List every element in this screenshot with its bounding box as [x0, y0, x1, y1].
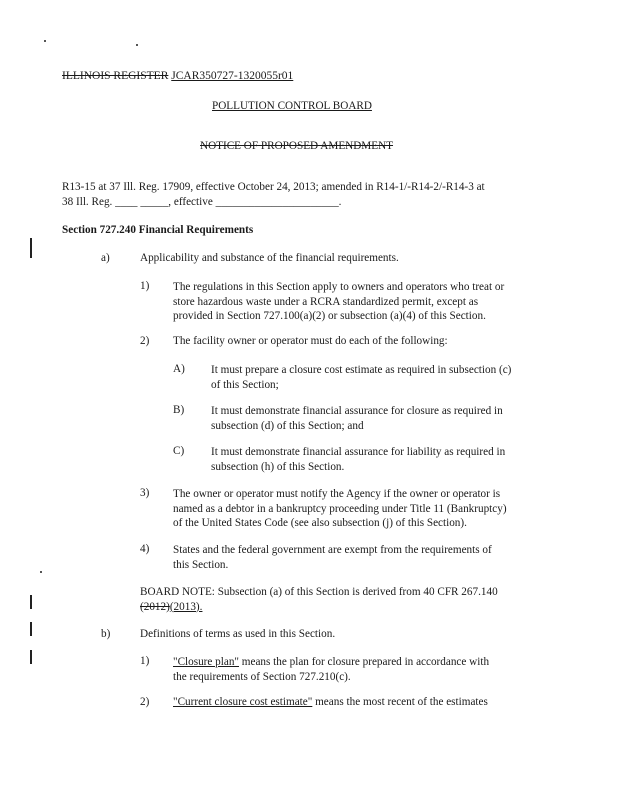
- citation-line-2: 38 Ill. Reg. ____ _____, effective ______________________.: [62, 196, 342, 208]
- source-citation: [62, 180, 485, 210]
- item-b1-label: 1): [140, 655, 150, 667]
- item-a4-label: 4): [140, 543, 150, 555]
- notice-title: NOTICE OF PROPOSED AMENDMENT: [200, 140, 394, 152]
- item-aB-text: It must demonstrate financial assurance for closure as required in subsection (d) of this Section; and: [211, 405, 503, 432]
- item-a2-label: 2): [140, 335, 150, 347]
- change-bar: [30, 622, 32, 636]
- item-b-text: Definitions of terms as used in this Section.: [140, 628, 336, 640]
- change-bar: [30, 595, 32, 609]
- register-header: [62, 70, 293, 82]
- register-code: JCAR350727-1320055r01: [171, 70, 294, 82]
- item-a3-text: The owner or operator must notify the Agency if the owner or operator is named as a debtor in a bankruptcy proceeding under Title 11 (Bankruptcy) of the United States Code (see also subsection (j) of this Section).: [173, 488, 507, 529]
- item-a-text: Applicability and substance of the financial requirements.: [140, 252, 399, 264]
- item-a3-label: 3): [140, 487, 150, 499]
- item-a4-text: States and the federal government are exempt from the requirements of this Section.: [173, 544, 492, 571]
- board-title: POLLUTION CONTROL BOARD: [212, 100, 372, 112]
- board-note: BOARD NOTE: Subsection (a) of this Section is derived from 40 CFR 267.140 (2012)(2013).: [140, 586, 498, 613]
- scan-speck: [44, 40, 46, 42]
- item-aC-label: C): [173, 445, 185, 457]
- item-a-label: a): [101, 252, 110, 264]
- board-note-struck-year: (2012): [140, 600, 170, 613]
- scan-speck: [136, 44, 138, 46]
- item-aC-text: It must demonstrate financial assurance for liability as required in subsection (h) of this Section.: [211, 446, 506, 473]
- change-bar: [30, 238, 32, 258]
- change-bar: [30, 650, 32, 664]
- item-a1-text: The regulations in this Section apply to owners and operators who treat or store hazardous waste under a RCRA standardized permit, except as provided in Section 727.100(a)(2) or subsection (a)(4) of this Section.: [173, 281, 505, 322]
- scan-speck: [40, 571, 42, 573]
- section-heading: Section 727.240 Financial Requirements: [62, 224, 254, 236]
- citation-line-1: R13-15 at 37 Ill. Reg. 17909, effective October 24, 2013; amended in R14-1/-R14-2/-R14-3 at: [62, 181, 485, 193]
- term-closure-plan: "Closure plan": [173, 656, 239, 668]
- item-aA-label: A): [173, 363, 185, 375]
- item-b1-text: "Closure plan" means the plan for closure prepared in accordance with the requirements of Section 727.210(c).: [173, 656, 490, 683]
- item-b2-text: "Current closure cost estimate" means the most recent of the estimates: [173, 696, 488, 708]
- item-aB-label: B): [173, 404, 185, 416]
- board-note-new-year: (2013).: [169, 600, 203, 613]
- term-current-closure-cost-estimate: "Current closure cost estimate": [173, 696, 313, 708]
- item-aA-text: It must prepare a closure cost estimate as required in subsection (c) of this Section;: [211, 364, 512, 391]
- register-title-struck: ILLINOIS REGISTER: [62, 70, 169, 82]
- item-a2-text: The facility owner or operator must do each of the following:: [173, 335, 448, 347]
- item-a1-label: 1): [140, 280, 150, 292]
- item-b2-label: 2): [140, 696, 150, 708]
- item-b-label: b): [101, 628, 111, 640]
